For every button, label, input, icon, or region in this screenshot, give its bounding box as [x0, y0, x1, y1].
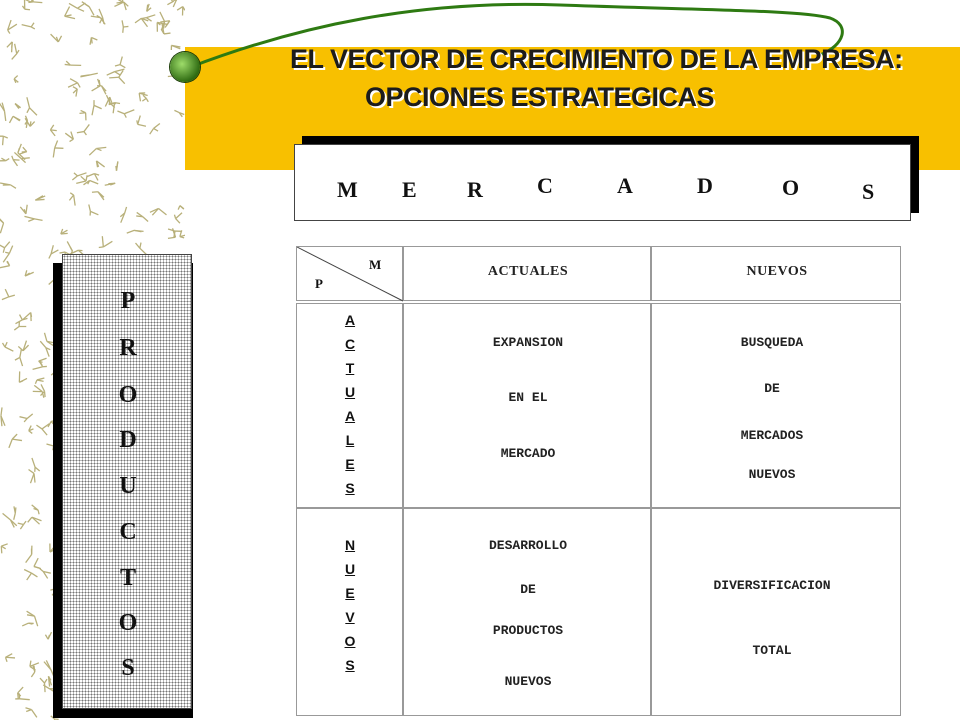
mercados-letter: A [617, 173, 633, 198]
row-header-letter: V [345, 609, 355, 625]
cell-text: EXPANSION [492, 335, 564, 350]
mercados-letter: E [402, 177, 417, 202]
mercados-letter: O [782, 175, 800, 200]
productos-letter: T [119, 565, 136, 591]
cell-text: DESARROLLO [488, 538, 567, 553]
productos-letter: S [121, 655, 135, 681]
row-header-letter: U [344, 384, 356, 400]
col-header-actuales [403, 246, 651, 301]
row-header-letter: A [344, 312, 356, 328]
mercados-letter: R [467, 177, 483, 202]
row-header-letter: S [345, 657, 355, 673]
row-header-letter: E [345, 456, 355, 472]
corner-productos-label: P [315, 276, 323, 291]
row-header-letter: S [345, 480, 355, 496]
productos-letter: O [118, 610, 138, 636]
productos-letter: P [120, 288, 136, 314]
cell-diversificacion-total [651, 508, 901, 716]
productos-letter: C [119, 519, 137, 545]
cell-desarrollo-productos [403, 508, 651, 716]
corner-mercados-label: M [369, 257, 382, 272]
cell-busqueda-mercados [651, 303, 901, 508]
col-header-label: NUEVOS [746, 264, 808, 279]
row-header-letter: U [344, 561, 356, 577]
row-header-actuales [296, 303, 403, 508]
cell-text: PRODUCTOS [492, 623, 564, 638]
row-header-letter: C [344, 336, 356, 352]
col-header-nuevos [651, 246, 901, 301]
cell-text: BUSQUEDA [740, 335, 804, 350]
row-header-vertical-text [340, 533, 360, 677]
cell-text: DE [764, 381, 780, 396]
mercados-letter: S [862, 179, 875, 204]
col-header-label: ACTUALES [487, 264, 569, 279]
matrix-corner-cell [296, 246, 403, 301]
corner-diagonal [297, 247, 404, 302]
cell-text: NUEVOS [504, 674, 552, 689]
row-header-letter: T [345, 360, 355, 376]
cell-text: MERCADO [500, 446, 556, 461]
row-header-vertical-text [340, 308, 360, 500]
cell-text: NUEVOS [748, 467, 796, 482]
productos-letter: D [119, 427, 137, 453]
mercados-letter: C [537, 173, 553, 198]
cell-expansion-mercado [403, 303, 651, 508]
row-header-letter: O [344, 633, 356, 649]
row-header-letter: A [344, 408, 356, 424]
cell-text: DE [520, 582, 536, 597]
green-bullet-icon [170, 52, 200, 82]
cell-text: TOTAL [752, 643, 792, 658]
row-header-letter: E [345, 585, 355, 601]
mercados-banner [294, 144, 911, 221]
cell-text: MERCADOS [740, 428, 804, 443]
row-header-letter: N [344, 537, 356, 553]
productos-letter: O [118, 382, 138, 408]
productos-banner [62, 254, 192, 709]
title-line-1: EL VECTOR DE CRECIMIENTO DE LA EMPRESA: [290, 44, 903, 74]
productos-letter: R [119, 335, 137, 361]
mercados-letter: D [697, 173, 713, 198]
title-line-2: OPCIONES ESTRATEGICAS [365, 82, 715, 112]
mercados-letter: M [337, 177, 358, 202]
cell-text: DIVERSIFICACION [713, 578, 831, 593]
productos-letter: U [119, 473, 137, 499]
cell-text: EN EL [508, 390, 548, 405]
row-header-letter: L [345, 432, 355, 448]
row-header-nuevos [296, 508, 403, 716]
